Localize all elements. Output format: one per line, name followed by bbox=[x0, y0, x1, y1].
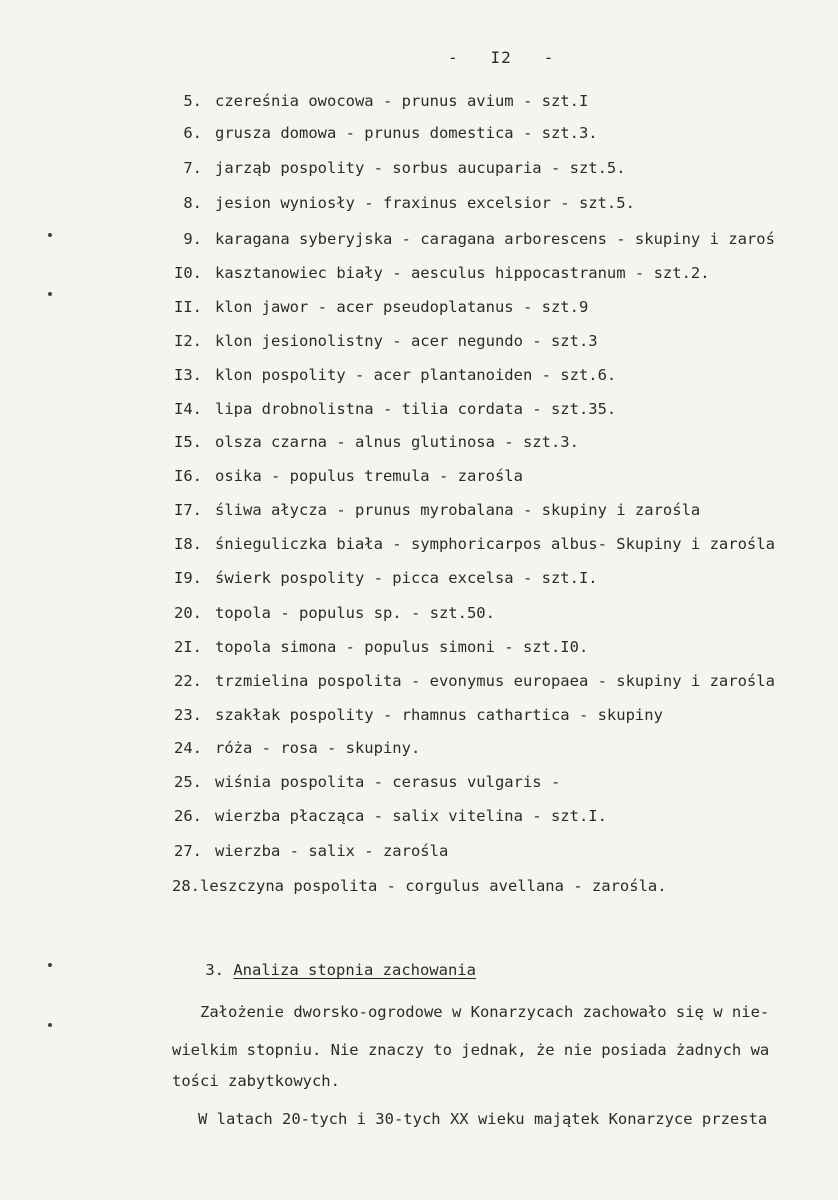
species-entry bbox=[0, 159, 838, 185]
entry-number: 20. bbox=[174, 604, 202, 622]
page-number: - I2 - bbox=[448, 48, 555, 67]
entry-text: topola simona - populus simoni - szt.I0. bbox=[215, 638, 589, 656]
entry-text: kasztanowiec biały - aesculus hippocastranum - szt.2. bbox=[215, 264, 710, 282]
entry-text: trzmielina pospolita - evonymus europaea - skupiny i zarośla bbox=[215, 672, 775, 690]
species-entry bbox=[0, 264, 838, 290]
species-entry bbox=[0, 92, 838, 118]
species-entry bbox=[0, 194, 838, 220]
section-heading bbox=[168, 943, 476, 997]
section-title: Analiza stopnia zachowania bbox=[233, 961, 476, 979]
entry-number: 9. bbox=[183, 230, 202, 248]
entry-number: I3. bbox=[174, 366, 202, 384]
margin-dot bbox=[48, 963, 52, 967]
entry-text: klon pospolity - acer plantanoiden - szt.6. bbox=[215, 366, 617, 384]
entry-number: 25. bbox=[174, 773, 202, 791]
species-entry bbox=[0, 535, 838, 561]
species-entry bbox=[0, 604, 838, 630]
entry-number: 8. bbox=[183, 194, 202, 212]
entry-text: szakłak pospolity - rhamnus cathartica - skupiny bbox=[215, 706, 663, 724]
entry-number: 6. bbox=[183, 124, 202, 142]
entry-number: 26. bbox=[174, 807, 202, 825]
entry-number: 2I. bbox=[174, 638, 202, 656]
entry-text: śliwa ałycza - prunus myrobalana - skupiny i zarośla bbox=[215, 501, 701, 519]
species-entry bbox=[0, 739, 838, 765]
entry-text: klon jawor - acer pseudoplatanus - szt.9 bbox=[215, 298, 589, 316]
species-entry bbox=[0, 467, 838, 493]
species-entry bbox=[0, 501, 838, 527]
entry-number: 7. bbox=[183, 159, 202, 177]
species-entry bbox=[0, 433, 838, 459]
entry-text: karagana syberyjska - caragana arborescens - skupiny i zaroś bbox=[215, 230, 775, 248]
entry-number: I4. bbox=[174, 400, 202, 418]
entry-text: śnieguliczka biała - symphoricarpos albus- Skupiny i zarośla bbox=[215, 535, 775, 553]
species-entry bbox=[0, 672, 838, 698]
entry-text: topola - populus sp. - szt.50. bbox=[215, 604, 495, 622]
entry-text: świerk pospolity - picca excelsa - szt.I. bbox=[215, 569, 598, 587]
entry-number: I6. bbox=[174, 467, 202, 485]
entry-text: osika - populus tremula - zarośla bbox=[215, 467, 523, 485]
entry-number: I0. bbox=[174, 264, 202, 282]
entry-text: wierzba płacząca - salix vitelina - szt.I. bbox=[215, 807, 607, 825]
species-entry bbox=[0, 877, 838, 903]
paragraph-line: tości zabytkowych. bbox=[172, 1072, 340, 1090]
entry-text: wiśnia pospolita - cerasus vulgaris - bbox=[215, 773, 561, 791]
species-entry bbox=[0, 366, 838, 392]
margin-dot bbox=[48, 1023, 52, 1027]
entry-number: 24. bbox=[174, 739, 202, 757]
entry-text: 28.leszczyna pospolita - corgulus avellana - zarośla. bbox=[172, 877, 667, 895]
species-entry bbox=[0, 124, 838, 150]
species-entry bbox=[0, 706, 838, 732]
species-entry bbox=[0, 230, 838, 256]
paragraph-line: W latach 20-tych i 30-tych XX wieku majątek Konarzyce przesta bbox=[198, 1110, 768, 1128]
entry-number: I2. bbox=[174, 332, 202, 350]
margin-dot bbox=[48, 233, 52, 237]
species-entry bbox=[0, 332, 838, 358]
entry-number: 5. bbox=[183, 92, 202, 110]
species-entry bbox=[0, 638, 838, 664]
entry-text: róża - rosa - skupiny. bbox=[215, 739, 421, 757]
entry-number: I7. bbox=[174, 501, 202, 519]
entry-text: wierzba - salix - zarośla bbox=[215, 842, 449, 860]
entry-text: klon jesionolistny - acer negundo - szt.3 bbox=[215, 332, 598, 350]
species-entry bbox=[0, 298, 838, 324]
entry-number: I9. bbox=[174, 569, 202, 587]
entry-number: 27. bbox=[174, 842, 202, 860]
species-entry bbox=[0, 807, 838, 833]
entry-number: 22. bbox=[174, 672, 202, 690]
entry-text: jesion wyniosły - fraxinus excelsior - szt.5. bbox=[215, 194, 635, 212]
species-entry bbox=[0, 842, 838, 868]
section-number: 3. bbox=[205, 961, 224, 979]
entry-text: olsza czarna - alnus glutinosa - szt.3. bbox=[215, 433, 579, 451]
entry-text: lipa drobnolistna - tilia cordata - szt.35. bbox=[215, 400, 617, 418]
entry-text: jarząb pospolity - sorbus aucuparia - szt.5. bbox=[215, 159, 626, 177]
entry-number: II. bbox=[174, 298, 202, 316]
species-entry bbox=[0, 569, 838, 595]
entry-number: 23. bbox=[174, 706, 202, 724]
species-entry bbox=[0, 400, 838, 426]
margin-dot bbox=[48, 292, 52, 296]
entry-number: I8. bbox=[174, 535, 202, 553]
entry-number: I5. bbox=[174, 433, 202, 451]
entry-text: czereśnia owocowa - prunus avium - szt.I bbox=[215, 92, 589, 110]
paragraph-line: wielkim stopniu. Nie znaczy to jednak, że nie posiada żadnych wa bbox=[172, 1041, 770, 1059]
species-entry bbox=[0, 773, 838, 799]
entry-text: grusza domowa - prunus domestica - szt.3. bbox=[215, 124, 598, 142]
paragraph-line: Założenie dworsko-ogrodowe w Konarzycach zachowało się w nie- bbox=[200, 1003, 770, 1021]
